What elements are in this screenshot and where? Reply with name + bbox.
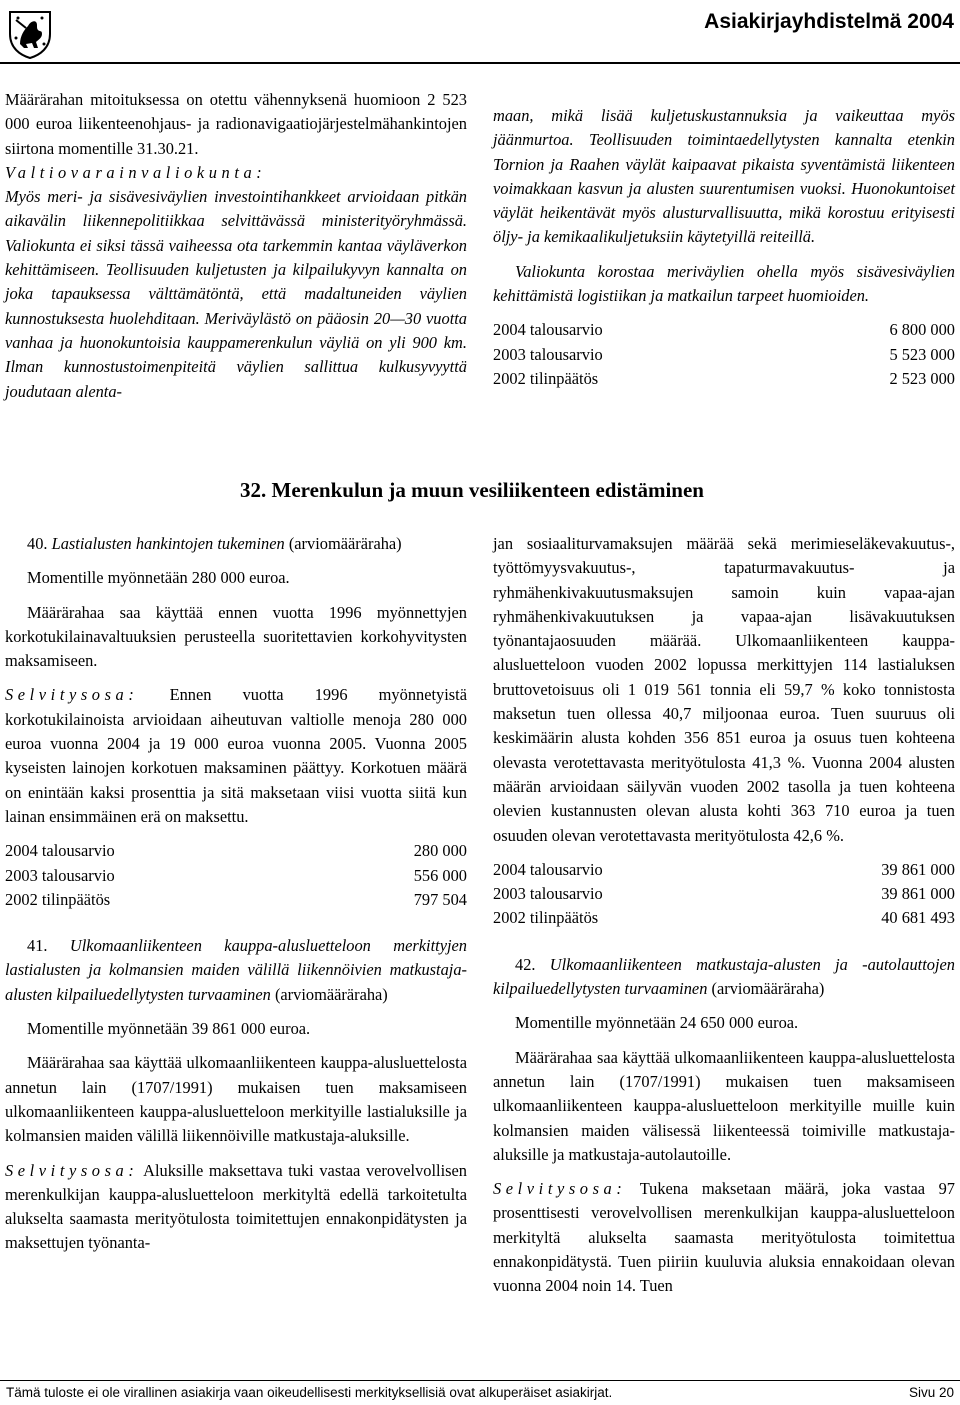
paragraph: Määrärahan mitoituksessa on otettu vähennyksenä huomioon 2 523 000 euroa liikenteenohjaus- ja radionavigaatiojärjestelmähankintojen siirtona momentille 31.30.21. [5, 90, 467, 158]
document-title: Asiakirjayhdistelmä 2004 [704, 10, 954, 33]
budget-label: 2003 talousarvio [493, 344, 603, 364]
budget-table [493, 318, 955, 391]
budget-label: 2004 talousarvio [493, 320, 603, 340]
budget-row [5, 888, 467, 912]
footer-disclaimer: Tämä tuloste ei ole virallinen asiakirja vaan oikeudellisesti merkityksellisiä ovat alkuperäiset asiakirjat. [6, 1385, 613, 1400]
item-40-title: 40. Lastialusten hankintojen tukeminen (arviomääräraha) [27, 534, 402, 553]
item-42-grant: Momentille myönnetään 24 650 000 euroa. [515, 1013, 799, 1033]
footer-divider [0, 1380, 960, 1381]
item-40-budget-table [5, 839, 467, 912]
item-42-usage: Määrärahaa saa käyttää ulkomaanliikenteen kauppa-alusluettelosta annetun lain (1707/1991) mukaisen tuen maksamiseen ulkomaanliikenteen kauppa-alusluetteloon merkityille muille kuin kolmansien maiden välisessä liikenteessä toimiville matkustaja-aluksille ja matkustaja-autolautoille. [493, 1047, 955, 1164]
budget-label: 2004 talousarvio [5, 841, 115, 861]
budget-label: 2002 tilinpäätös [493, 368, 599, 388]
committee-emphasis: Valiokunta korostaa meriväylien ohella myös sisävesiväylien kehittämistä logistiikan ja matkailun tarpeet huomioiden. [493, 261, 955, 306]
column-bottom-left [5, 532, 467, 1256]
item-40-grant: Momentille myönnetään 280 000 euroa. [27, 568, 290, 588]
budget-value: 39 861 000 [881, 859, 955, 879]
page-number: Sivu 20 [908, 1385, 954, 1400]
item-41-usage: Määrärahaa saa käyttää ulkomaanliikenteen kauppa-alusluettelosta annetun lain (1707/1991) mukaisen tuen maksamiseen ulkomaanliikenteen kauppa-alusluetteloon merkityille lastialuksille ja kolmansien maiden välillä liikennöiville matkustaja-aluksille. [5, 1053, 467, 1146]
budget-value: 6 800 000 [889, 320, 955, 340]
budget-label: 2002 tilinpäätös [493, 908, 599, 928]
budget-value: 40 681 493 [881, 908, 955, 928]
item-41-budget-table [493, 858, 955, 931]
column-top-right [493, 104, 955, 391]
budget-value: 797 504 [413, 889, 467, 909]
budget-row [5, 839, 467, 863]
item-41-title: 41. Ulkomaanliikenteen kauppa-alusluetteloon merkittyjen lastialusten ja kolmansien maiden välillä liikennöivien matkustaja-alusten kilpailuedellytysten turvaaminen (arviomääräraha) [5, 936, 467, 1004]
committee-statement: Myös meri- ja sisävesiväylien investointihankkeet arvioidaan pitkän aikavälin liikennepolitiikkaa selvittävässä ministerityöryhmässä. Valiokunta ei siksi tässä vaiheessa ota tarkemmin kantaa väyläverkon kehittämiseen. Teollisuuden kuljetusten ja kilpailukyvyn kannalta on joka tapauksessa välttämätöntä, että madaltuneiden väylien kunnostuksesta huolehditaan. Meriväylästö on pääosin 20—30 vuotta vanhaa ja huonokuntoisia kauppamerenkulun väyliä on yli 900 km. Ilman kunnostustoimenpiteitä väylien sallittua kulkusyvyyttä joudutaan alenta- [5, 187, 467, 401]
committee-statement-continued: maan, mikä lisää kuljetuskustannuksia ja vaikeuttaa myös jäänmurtoa. Teollisuuden toimintaedellytysten kannalta etenkin Tornion ja Raahen väylät kaipaavat pikaista syventämistä liikenteen voimakkaan kasvun ja alusten suurentumisen vuoksi. Huonokuntoiset väylät heikentävät myös alusturvallisuutta, mikä korostuu erityisesti öljy- ja kemikaalikuljetuksiin käytetyillä reiteillä. [493, 106, 955, 247]
header-divider [0, 62, 960, 64]
budget-row [493, 318, 955, 342]
column-top-left [5, 88, 467, 404]
item-41-explanation-continued: jan sosiaaliturvamaksujen määrää sekä merimieseläkevakuutus-, työttömyysvakuutus-, tapaturmavakuutus- ja ryhmähenkivakuutusmaksujen samoin kuin vapaa-ajan ryhmähenkivakuutuksen ja vapaa-ajan lisävakuutuksen työnantajaosuuden määrää. Ulkomaanliikenteen kauppa-alusluetteloon vuoden 2002 lopussa merkittyjen 114 lastialuksen bruttovetoisuus oli 1 019 561 tonnia eli 59,7 % koko tonnistosta maksetun tuen ollessa 40,7 miljoonaa euroa. Tuen suuruus oli keskimäärin alusta kohden 356 851 euroa ja osuus tuen kohteena olevasta verotettavasta merityötulosta 41,3 %. Vuonna 2004 alusten määrän arvioidaan säilyvän vuoden 2002 tasolla ja tuen kohteena olevien kustannusten olevan alusta kohti 363 710 euroa ja tuen osuuden olevan verotettavasta merityötulosta 42,6 %. [493, 534, 955, 845]
budget-row [493, 882, 955, 906]
item-40-usage: Määrärahaa saa käyttää ennen vuotta 1996 myönnettyjen korkotukilainavaltuuksien perusteella suoritettavien korkohyvitysten maksamiseen. [5, 602, 467, 671]
committee-label: Valtiovarainvaliokunta: [5, 162, 267, 182]
budget-label: 2002 tilinpäätös [5, 889, 111, 909]
budget-value: 2 523 000 [889, 368, 955, 388]
item-41-explanation: Selvitysosa: Aluksille maksettava tuki vastaa verovelvollisen merenkulkijan kauppa-alusluetteloon merkityltä edellä tarkoitetulta alukselta saamasta merityötulosta toimitettujen ennakonpidätysten ja maksettujen työnanta- [5, 1160, 467, 1253]
item-40-explanation: Selvitysosa: Ennen vuotta 1996 myönnetyistä korkotukilainoista arvioidaan aiheutuvan valtiolle menoja 280 000 euroa vuonna 2004 ja 19 000 euroa vuonna 2005. Vuonna 2005 kyseisten lainojen korkotuen maksaminen päättyy. Korkotuen määrä on enintään kaksi prosenttia ja sitä maksetaan viisi vuotta siitä kun lainan ensimmäinen erä on maksettu. [5, 685, 467, 826]
budget-value: 5 523 000 [889, 344, 955, 364]
budget-row [493, 367, 955, 391]
budget-value: 39 861 000 [881, 884, 955, 904]
budget-value: 280 000 [413, 841, 467, 861]
section-heading: 32. Merenkulun ja muun vesiliikenteen edistäminen [240, 478, 704, 502]
budget-label: 2003 talousarvio [5, 865, 115, 885]
budget-label: 2004 talousarvio [493, 859, 603, 879]
item-42-explanation: Selvitysosa: Tukena maksetaan määrä, joka vastaa 97 prosenttisesti verovelvollisen merenkulkijan kauppa-alusluetteloon merkityltä alukselta saamasta merityötulosta toimitettua ennakonpidätystä. Tuen piiriin kuuluvia aluksia ennakoidaan olevan vuonna 2004 noin 14. Tuen [493, 1179, 955, 1296]
budget-row [493, 343, 955, 367]
budget-value: 556 000 [413, 865, 467, 885]
budget-row [5, 864, 467, 888]
coat-of-arms-lion-icon [6, 8, 54, 60]
item-41-grant: Momentille myönnetään 39 861 000 euroa. [27, 1019, 311, 1039]
column-bottom-right [493, 532, 955, 1299]
item-42-title: 42. Ulkomaanliikenteen matkustaja-alusten ja -autolauttojen kilpailuedellytysten turvaaminen (arviomääräraha) [493, 954, 955, 999]
budget-row [493, 906, 955, 930]
budget-label: 2003 talousarvio [493, 884, 603, 904]
budget-row [493, 858, 955, 882]
